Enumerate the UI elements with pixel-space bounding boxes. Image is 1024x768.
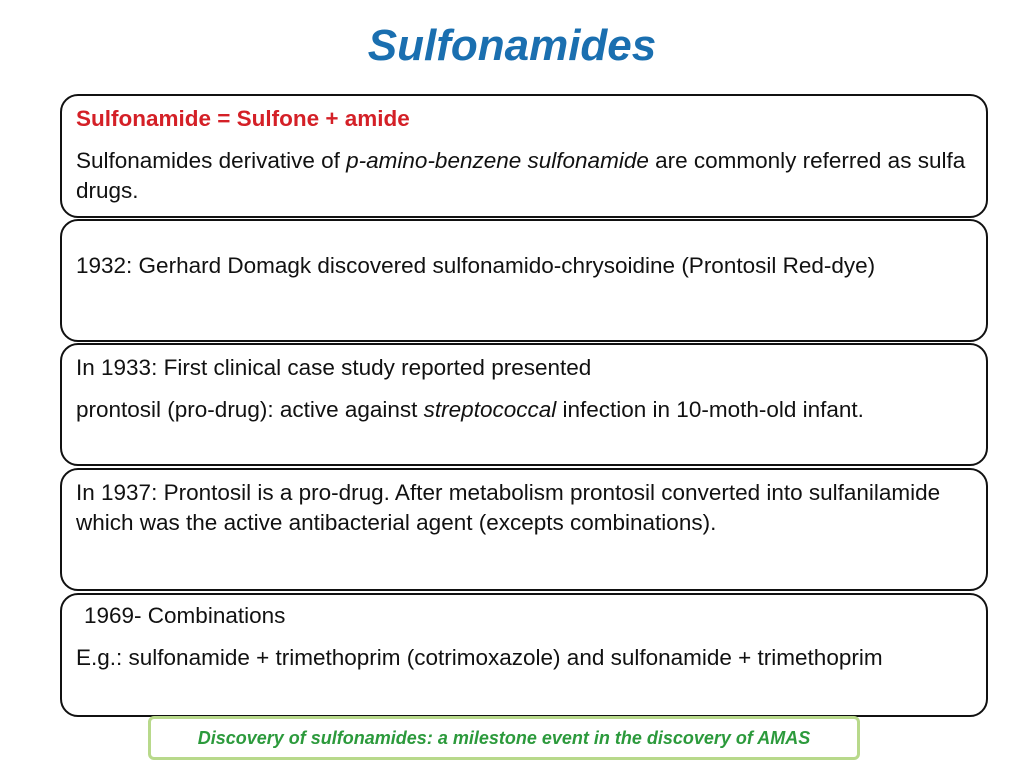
clinical-1933-line2-italic: streptococcal bbox=[423, 397, 557, 422]
discovery-1932-text: 1932: Gerhard Domagk discovered sulfonamido-chrysoidine (Prontosil Red-dye) bbox=[76, 253, 876, 278]
combinations-1969-line2: E.g.: sulfonamide + trimethoprim (cotrimoxazole) and sulfonamide + trimethoprim bbox=[76, 645, 883, 670]
clinical-1933-line2-start: prontosil (pro-drug): active against bbox=[76, 397, 424, 422]
clinical-1933-card bbox=[60, 343, 988, 466]
combinations-1969-line1: 1969- Combinations bbox=[84, 603, 286, 628]
footer-banner: Discovery of sulfonamides: a milestone event in the discovery of AMAS bbox=[148, 716, 860, 760]
definition-heading: Sulfonamide = Sulfone + amide bbox=[76, 106, 410, 131]
prodrug-1937-card bbox=[60, 468, 988, 591]
clinical-1933-line1: In 1933: First clinical case study reported presented bbox=[76, 355, 592, 380]
definition-text bbox=[76, 146, 972, 206]
clinical-1933-line2 bbox=[76, 395, 972, 425]
definition-text-start: Sulfonamides derivative of bbox=[76, 148, 347, 173]
clinical-1933-line2-end: infection in 10-moth-old infant. bbox=[556, 397, 864, 422]
combinations-1969-card bbox=[60, 593, 988, 717]
discovery-1932-card bbox=[60, 219, 988, 342]
slide-title: Sulfonamides bbox=[367, 21, 657, 70]
prodrug-1937-text: In 1937: Prontosil is a pro-drug. After metabolism prontosil converted into sulfanilamide which was the active antibacterial agent (excepts combinations). bbox=[76, 480, 941, 535]
definition-text-end: are commonly referred as sulfa drugs. bbox=[76, 148, 966, 203]
definition-card bbox=[60, 94, 988, 218]
definition-text-italic: p-amino-benzene sulfonamide bbox=[346, 148, 649, 173]
